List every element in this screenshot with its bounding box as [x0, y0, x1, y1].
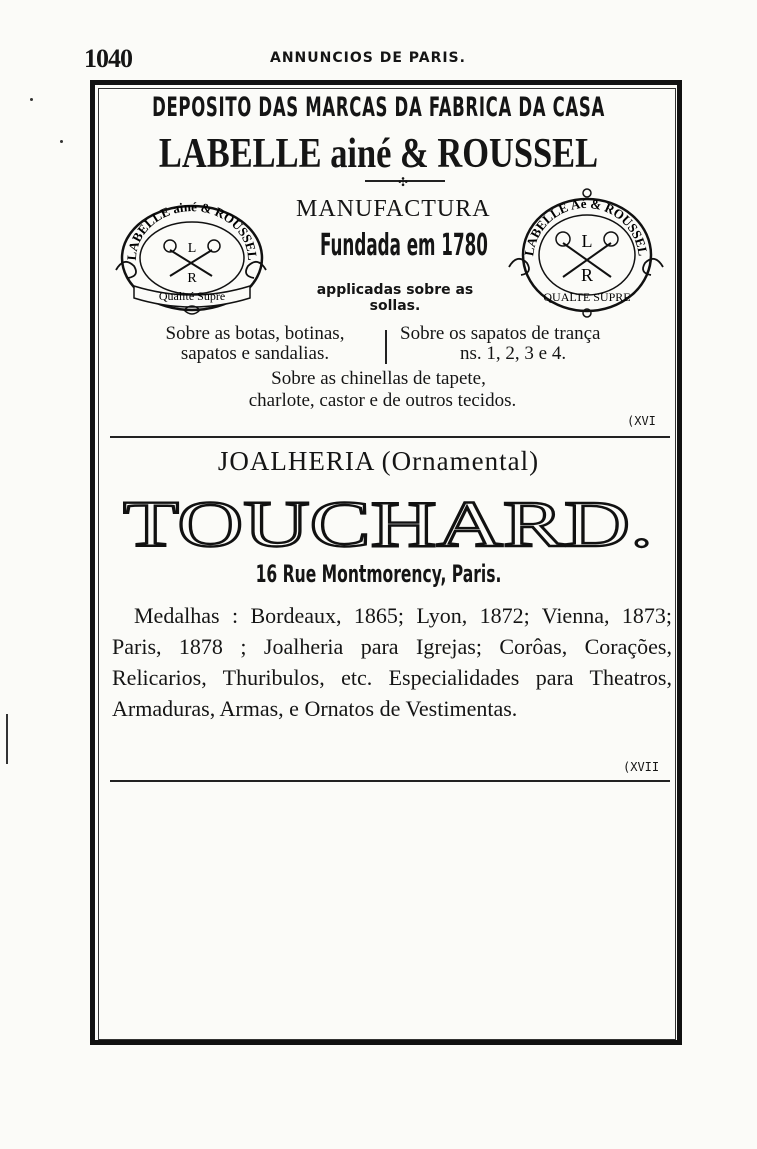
speck	[60, 140, 63, 143]
left-emblem-letter-l: L	[187, 241, 197, 256]
ad2-heading: JOALHERIA (Ornamental)	[217, 446, 540, 476]
left-trademark-emblem	[108, 190, 274, 320]
ad1-heading-line1: DEPOSITO DAS MARCAS DA FABRICA DA CASA	[152, 92, 605, 123]
ad1-heading-line2: LABELLE ainé & ROUSSEL	[158, 131, 599, 177]
right-emblem-arc-text: LABELLE Aé & ROUSSEL	[521, 195, 651, 257]
ad2-body	[112, 600, 672, 724]
ornamental-rule-center: ✣	[398, 175, 409, 189]
ad2-body-text: Medalhas : Bordeaux, 1865; Lyon, 1872; Vienna, 1873; Paris, 1878 ; Joalheria para Igrejas; Corôas, Corações, Relicarios, Thuribulos, etc. Especialidades para Theatros, Armaduras, Armas, e Ornatos de Vestimentas.	[112, 603, 672, 721]
page-number: 1040	[84, 44, 132, 73]
ad1-reference: (XVI	[627, 414, 656, 428]
left-emblem-letter-r: R	[187, 271, 197, 286]
ad1-chinellas-line2: charlote, castor e de outros tecidos.	[248, 390, 517, 411]
ad1-left-col-line1: Sobre as botas, botinas,	[165, 323, 345, 344]
right-emblem-letter-l: L	[581, 231, 593, 251]
left-emblem-arc-text: LABELLE ainé & ROUSSEL	[123, 199, 261, 261]
ad2-address: 16 Rue Montmorency, Paris.	[255, 560, 502, 588]
ad2-reference: (XVII	[623, 760, 660, 774]
ad1-fundada: Fundada em 1780	[320, 228, 488, 263]
separator-rule-2	[110, 780, 670, 782]
right-emblem-ribbon: QUALTE SUPRE	[543, 290, 631, 304]
column-divider	[385, 330, 387, 364]
ad1-left-col-line2: sapatos e sandalias.	[180, 343, 330, 364]
margin-mark	[6, 714, 8, 764]
left-emblem-ribbon: Qualité Supre	[158, 289, 226, 303]
ad1-right-column	[400, 324, 650, 364]
speck	[30, 98, 33, 101]
ad1-right-col-line2: ns. 1, 2, 3 e 4.	[460, 343, 567, 364]
right-trademark-emblem	[503, 185, 669, 320]
ad1-chinellas	[0, 368, 757, 412]
ad1-left-column	[130, 324, 380, 364]
ad2-name: TOUCHARD.	[123, 494, 653, 554]
ad1-chinellas-line1: Sobre as chinellas de tapete,	[271, 368, 486, 389]
ad2-name-display	[118, 494, 658, 554]
separator-rule-1	[110, 436, 670, 438]
right-emblem-letter-r: R	[580, 265, 594, 285]
ad1-applicadas: applicadas sobre as sollas.	[316, 282, 474, 314]
ad1-manufactura: MANUFACTURA	[296, 196, 491, 222]
ad1-right-col-line1: Sobre os sapatos de trança	[400, 323, 601, 344]
running-head: ANNUNCIOS DE PARIS.	[270, 50, 466, 66]
